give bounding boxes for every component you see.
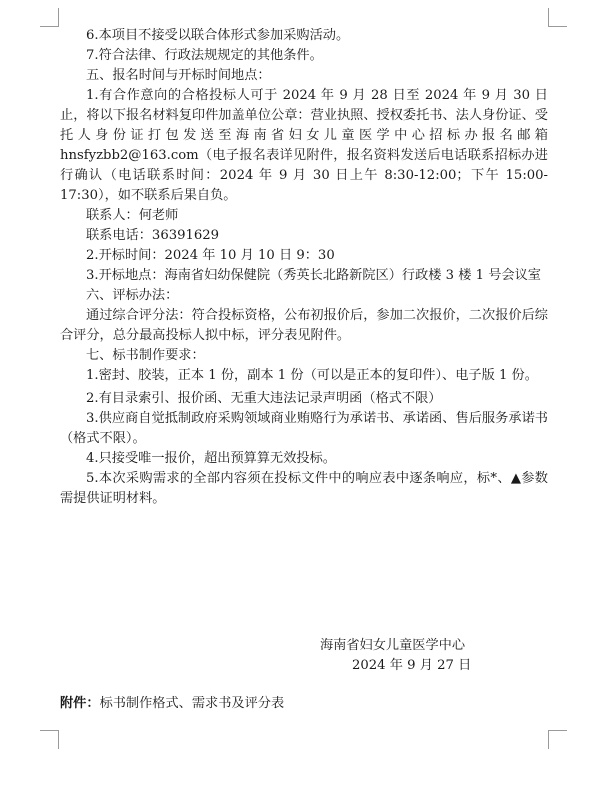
requirement-1: 1.密封、胶装，正本 1 份，副本 1 份（可以是正本的复印件）、电子版 1 份。 [86,368,538,383]
bid-opening-location: 3.开标地点：海南省妇幼保健院（秀英长北路新院区）行政楼 3 楼 1 号会议室 [86,268,541,283]
heading-section-6: 六、评标办法： [86,288,179,303]
crop-mark-top-right [548,8,567,27]
signature-date: 2024 年 9 月 27 日 [352,658,472,673]
attachment-text: 标书制作格式、需求书及评分表 [99,696,285,711]
document-body [60,26,548,509]
heading-section-7: 七、标书制作要求： [86,348,205,363]
signature-block [300,636,500,676]
crop-mark-bottom-right [548,730,567,749]
requirement-3: 3.供应商自觉抵制政府采购领域商业贿赂行为承诺书、承诺函、售后服务承诺书（格式不限）。 [60,411,548,446]
requirement-2: 2.有目录索引、报价函、无重大违法记录声明函（格式不限） [86,391,442,406]
paragraph-condition-7: 7.符合法律、行政法规规定的其他条件。 [86,48,323,63]
contact-person: 联系人：何老师 [86,208,179,223]
paragraph-evaluation-method: 通过综合评分法：符合投标资格，公布初报价后，参加二次报价，二次报价后综合评分，总分最高投标人拟中标，评分表见附件。 [60,308,548,343]
bid-opening-time: 2.开标时间：2024 年 10 月 10 日 9：30 [86,248,335,263]
attachment-label: 附件： [60,696,100,711]
paragraph-condition-6: 6.本项目不接受以联合体形式参加采购活动。 [86,28,350,43]
crop-mark-bottom-left [40,730,59,749]
attachment-line [60,694,548,714]
paragraph-registration: 1.有合作意向的合格投标人可于 2024 年 9 月 28 日至 2024 年 9 月 30 日止，将以下报名材料复印件加盖单位公章：营业执照、授权委托书、法人身份证、受托人身份证打包发送至海南省妇女儿童医学中心招标办报名邮箱 hnsfyzbb2@163.com（电子报名表详见附件，报名资料发送后电话联系招标办进行确认（电话联系时间：2024 年 9 月 30 日上午 8:30-12:00；下午 15:00-17:30），如不联系后果自负。 [60,88,548,203]
requirement-5: 5.本次采购需求的全部内容须在投标文件中的响应表中逐条响应，标*、▲参数需提供证明材料。 [60,471,548,506]
requirement-4: 4.只接受唯一报价，超出预算算无效投标。 [86,451,336,466]
signature-organization: 海南省妇女儿童医学中心 [320,638,466,653]
contact-phone: 联系电话：36391629 [86,228,220,243]
crop-mark-top-left [40,8,59,27]
heading-section-5: 五、报名时间与开标时间地点： [86,68,271,83]
